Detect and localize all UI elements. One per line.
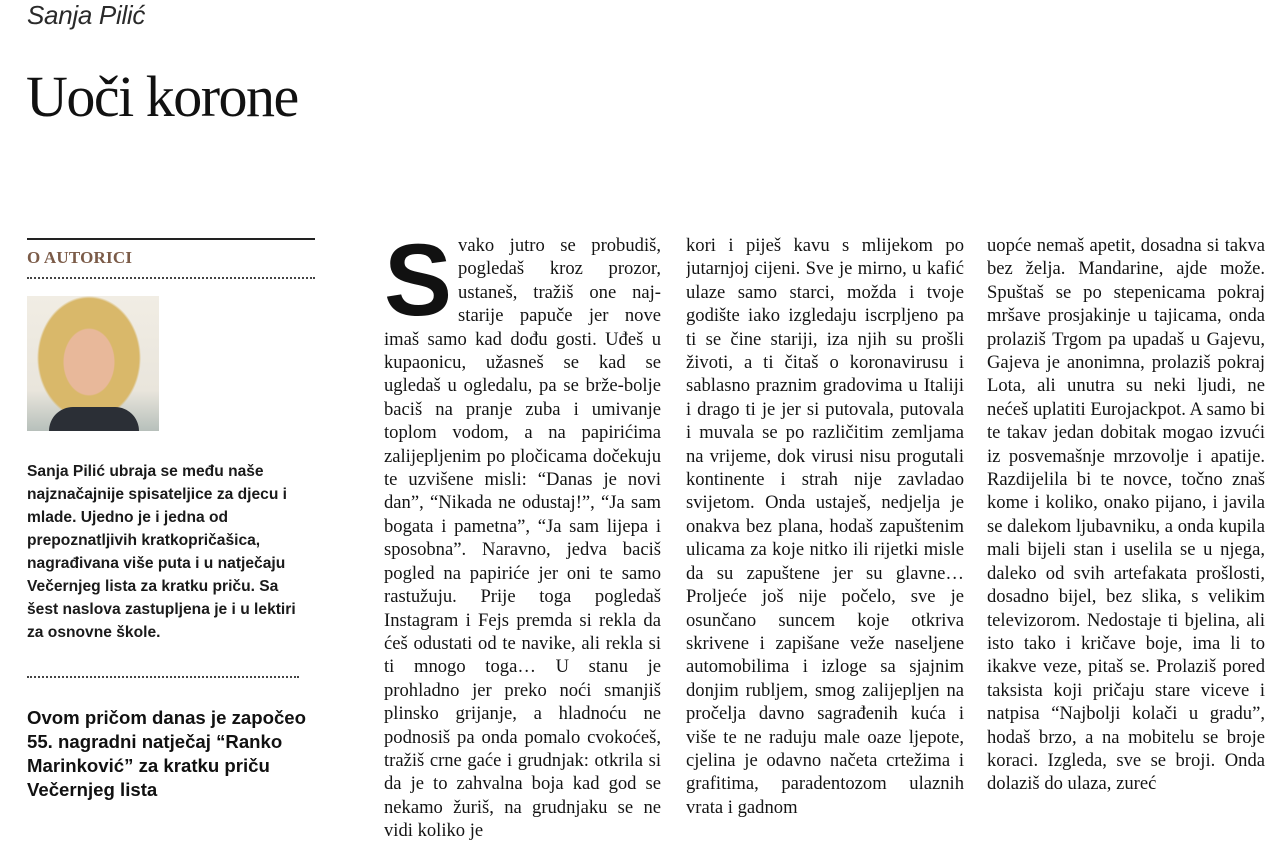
author-sidebar <box>27 238 315 800</box>
column-2-text: kori i piješ kavu s mlijekom po jutarnjoj cijeni. Sve je mirno, u kafić ulaze samo starci, možda i tvoje godište iako izgledaju iscrpljeno pa ti se čine stariji, iza njih su prošli životi, a ti čitaš o koronavirusu i sablasno praznim gradovima u Italiji i drago ti je jer si putovala, putovala i muvala se po različitim zemljama na vrijeme, dok virusi nisu progutali kontinente i strah nije zavladao svijetom. Onda ustaješ, nedjelja je onakva bez plana, hodaš zapuštenim ulicama za koje nitko ili rijetki misle da su zapuštene jer su glavne… Proljeće još nije počelo, sve je osunčano suncem koje otkriva skrivene i zapišane veže naseljene automobilima i izloge sa sjajnim donjim rubljem, smog zalijepljen na pročelja davno sagrađenih kuća i više te ne raduju male oaze ljepote, cjelina je odavno načeta crtežima i grafitima, paradentozom ulaznih vrata i gadnom <box>686 235 964 818</box>
drop-cap: S <box>384 234 453 337</box>
author-bio: Sanja Pilić ubraja se među naše najznačajnije spisateljice za djecu i mlade. Ujedno je i jedna od prepoznatljivih kratkopričašica, nagrađivana više puta i u natječaju Večernjeg lista za kratku priču. Sa šest naslova zastupljena je i u lektiri za osnovne škole. <box>27 463 296 641</box>
column-3-text: uopće nemaš apetit, dosadna si takva bez želja. Mandarine, ajde može. Spuštaš se po stepenicama pokraj mršave prosjakinje u tajicama, onda prolaziš Trgom pa upadaš u Gajevu, Gajeva je anonimna, prolaziš pokraj Lota, ali unutra su neki ljudi, ne nećeš uplatiti Eurojackpot. A samo bi te takav jedan dobitak mogao izvući iz posvemašnje mrzovolje i apatije. Razdijelila bi te novce, točno znaš kome i koliko, onako pijano, i javila se dalekom ljubavniku, a onda kupila mali bijeli stan i uselila se u njega, daleko od svih artefakata prošlosti, dosadno bijel, bez slika, s velikim televizorom. Nedostaje ti bjelina, ali isto tako i kričave boje, ima li to ikakve veze, pitaš se. Prolaziš pored taksista koji pričaju stare viceve i natpisa “Najbolji kolači u gradu”, hodaš brzo, a na mobitelu se broje koraci. Izgleda, sve se broji. Onda dolaziš do ulaza, zureć <box>987 235 1265 795</box>
author-byline: Sanja Pilić <box>27 0 146 30</box>
bio-dotted-divider <box>27 676 299 678</box>
sidebar-top-rule <box>27 238 315 240</box>
sidebar-dotted-divider <box>27 277 315 279</box>
sidebar-heading: O AUTORICI <box>27 248 133 267</box>
column-1-text: vako jutro se probudiš, pogledaš kroz prozor, ustaneš, tražiš one najstarije papuče jer nove imaš samo kad dođu gosti. Uđeš u kupaonicu, užasneš se kad se ugledaš u ogledalu, pa se brže-bolje baciš na pranje zuba i umivanje toplom vodom, a na papirićima zalijepljenim po pločicama dočekuju te uzvišene misli: “Danas je novi dan”, “Nikada ne odustaj!”, “Ja sam bogata i pametna”, “Ja sam lijepa i sposobna”. Naravno, jedva baciš pogled na papiriće jer oni te samo rastužuju. Prije toga pogledaš Instagram i Fejs premda si rekla da ćeš odustati od te navike, ali rekla si ti mnogo toga… U stanu je prohladno jer preko noći smanjiš plinsko grijanje, a hladnoću ne podnosiš pa onda pomalo cvokoćeš, tražiš crne gaće i grudnjak: otkrila si da je to zahvalna boja kad god se nekamo žuriš, na grudnjaku se ne vidi koliko je <box>384 235 661 842</box>
author-photo <box>27 296 159 431</box>
author-photo-shirt <box>49 407 139 431</box>
article-column-3 <box>987 234 1265 852</box>
article-column-1 <box>384 234 661 852</box>
article-title: Uoči korone <box>26 64 298 129</box>
contest-promo: Ovom pričom danas je započeo 55. nagradni natječaj “Ranko Marinković” za kratku priču Večernjeg lista <box>27 707 306 800</box>
article-column-2 <box>686 234 964 852</box>
